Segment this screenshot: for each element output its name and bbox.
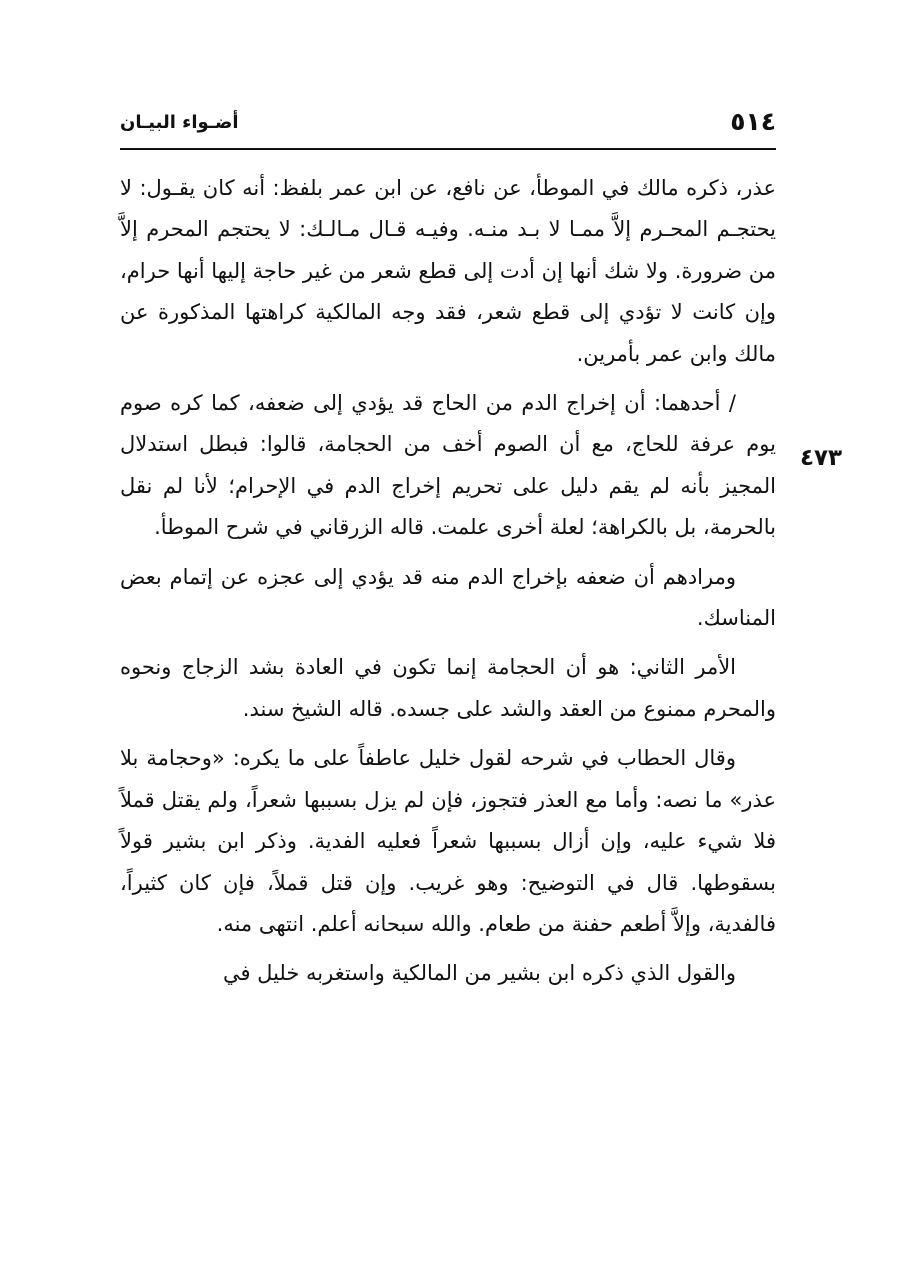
paragraph-first-reason: / أحدهما: أن إخراج الدم من الحاج قد يؤدي إلى ضعفه، كما كره صوم يوم عرفة للحاج، مع أن الصوم أخف من الحجامة، قالوا: فبطل استدلال المجيز بأنه لم يقم دليل على تحريم إخراج الدم في الإحرام؛ لأنا لم نقل بالحرمة، بل بالكراهة؛ لعلة أخرى علمت. قاله الزرقاني في شرح الموطأ.	[120, 391, 776, 540]
paragraph-explanation: ومرادهم أن ضعفه بإخراج الدم منه قد يؤدي إلى عجزه عن إتمام بعض المناسك.	[120, 564, 776, 631]
paragraph-hattab-quote: وقال الحطاب في شرحه لقول خليل عاطفاً على ما يكره: «وحجامة بلا عذر» ما نصه: وأما مع العذر فتجوز، فإن لم يزل بسببها شعراً، ولم يقتل قملاً فلا شيء عليه، وإن أزال بسببها شعراً فعليه الفدية. وذكر ابن بشير قولاً بسقوطها. قال في التوضيح: وهو غريب. وإن قتل قملاً، فإن كان كثيراً، فالفدية، وإلاَّ أطعم حفنة من طعام. والله سبحانه أعلم. انتهى منه.	[120, 746, 776, 936]
body-text	[120, 168, 776, 995]
page-header	[120, 100, 776, 144]
paragraph-final: والقول الذي ذكره ابن بشير من المالكية واستغربه خليل في	[222, 961, 736, 986]
running-title: أضـواء البيـان	[120, 112, 239, 133]
header-divider	[120, 148, 776, 150]
paragraph-second-reason: الأمر الثاني: هو أن الحجامة إنما تكون في العادة بشد الزجاج ونحوه والمحرم ممنوع من العقد والشد على جسده. قاله الشيخ سند.	[120, 655, 776, 721]
page-number: ٥١٤	[730, 107, 776, 136]
paragraph-continuation: عذر، ذكره مالك في الموطأ، عن نافع، عن ابن عمر بلفظ: أنه كان يقـول: لا يحتجـم المحـرم إلاَّ ممـا لا بـد منـه. وفيـه قـال مـالـك: لا يحتجم المحرم إلاَّ من ضرورة. ولا شك أنها إن أدت إلى قطع شعر من غير حاجة إليها أنها حرام، وإن كانت لا تؤدي إلى قطع شعر، فقد وجه المالكية كراهتها المذكورة عن مالك وابن عمر بأمرين.	[120, 176, 776, 366]
margin-page-reference: ٤٧٣	[799, 445, 843, 471]
